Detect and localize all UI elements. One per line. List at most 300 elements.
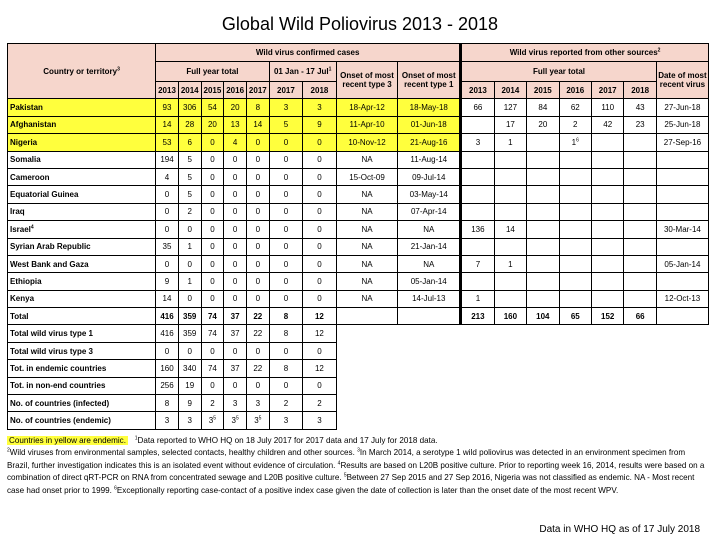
other-source-cell [527, 151, 559, 168]
table-row [8, 151, 709, 168]
case-cell: 9 [303, 116, 337, 133]
footnote-ref: 5 [258, 415, 262, 422]
summary-value: 0 [317, 346, 322, 356]
case-cell: 0 [224, 151, 247, 168]
summary-value: 0 [283, 381, 289, 391]
case-cell: NA [398, 255, 461, 272]
summary-value: 12 [314, 329, 324, 339]
case-cell: 0 [224, 273, 247, 290]
footnote-3: In March 2014, a serotype 1 wild poliovirus was detected in an environment specimen from Brazil, further investigation indicates this is an isolated event without evidence of circulation. [7, 448, 686, 470]
summary-value: 0 [255, 346, 261, 356]
case-cell: 0 [303, 238, 337, 255]
summary-value: 8 [283, 329, 289, 339]
other-source-cell [461, 168, 495, 185]
total-cell: 74 [201, 308, 224, 325]
country-name [8, 290, 156, 307]
case-cell: 0 [224, 255, 247, 272]
table-row [8, 255, 709, 272]
summary-value: 3 [208, 416, 214, 426]
table-row [8, 99, 709, 116]
other-source-cell [624, 238, 656, 255]
country-name [8, 134, 156, 151]
other-source-cell [527, 255, 559, 272]
case-cell: 14-Jul-13 [398, 290, 461, 307]
country-label: Afghanistan [10, 120, 57, 130]
case-cell: 0 [303, 168, 337, 185]
summary-cell [178, 360, 201, 377]
other-source-cell [624, 273, 656, 290]
other-source-cell [591, 116, 623, 133]
case-cell: 35 [156, 238, 179, 255]
table-row [8, 273, 709, 290]
case-cell: 14 [246, 116, 269, 133]
onset-type3-header: Onset of most recent type 3 [336, 62, 398, 99]
year-header-other: 2017 [591, 82, 623, 99]
case-cell: 4 [156, 168, 179, 185]
case-cell: 0 [246, 203, 269, 220]
case-cell: 0 [269, 186, 303, 203]
case-cell: NA [336, 203, 398, 220]
footnote-1: Data reported to WHO HQ on 18 July 2017 for 2017 data and 17 July for 2018 data. [137, 436, 438, 445]
other-source-cell [591, 221, 623, 238]
other-source-value: 136 [471, 224, 485, 234]
summary-cell [269, 395, 303, 412]
other-source-value: 1 [571, 137, 577, 147]
total-other-cell: 152 [591, 308, 623, 325]
other-source-cell [656, 116, 708, 133]
summary-cell [178, 377, 201, 394]
other-source-cell [591, 151, 623, 168]
other-source-cell [656, 238, 708, 255]
polio-table [7, 43, 709, 430]
total-cell: 12 [303, 308, 337, 325]
summary-cell [224, 325, 247, 342]
other-source-cell [494, 151, 526, 168]
summary-label: Tot. in endemic countries [8, 360, 156, 377]
footnote-2: Wild viruses from environmental samples, selected contacts, healthy children and other sources. [9, 448, 355, 458]
case-cell: 0 [269, 273, 303, 290]
case-cell: 6 [178, 134, 201, 151]
endemic-legend: Countries in yellow are endemic. [9, 436, 126, 445]
case-cell: 0 [156, 203, 179, 220]
blank-area [336, 325, 708, 342]
case-cell: 20 [224, 99, 247, 116]
case-cell: 0 [303, 273, 337, 290]
empty-cell [398, 308, 461, 325]
footnote-ref: 4 [30, 224, 34, 231]
summary-cell [224, 377, 247, 394]
case-cell: 2 [178, 203, 201, 220]
case-cell: 0 [224, 186, 247, 203]
other-source-value: 05-Jan-14 [664, 259, 701, 269]
summary-label: No. of countries (infected) [8, 395, 156, 412]
case-cell: 0 [224, 238, 247, 255]
country-name [8, 221, 156, 238]
other-source-value: 110 [601, 103, 615, 113]
other-source-cell [656, 134, 708, 151]
other-source-value: 30-Mar-14 [663, 224, 701, 234]
table-row [8, 221, 709, 238]
summary-value: 2 [210, 398, 215, 408]
summary-cell [246, 325, 269, 342]
other-source-value: 84 [538, 103, 548, 113]
case-cell: 194 [156, 151, 179, 168]
case-cell: 0 [246, 134, 269, 151]
case-cell: 0 [201, 168, 224, 185]
country-name [8, 116, 156, 133]
case-cell: 0 [156, 255, 179, 272]
case-cell: 0 [303, 151, 337, 168]
other-source-cell [494, 99, 526, 116]
other-source-cell [591, 238, 623, 255]
country-label: Cameroon [10, 172, 50, 182]
case-cell: 0 [269, 255, 303, 272]
other-source-value: 14 [505, 224, 515, 234]
country-name [8, 238, 156, 255]
other-source-cell [461, 238, 495, 255]
case-cell: 0 [246, 221, 269, 238]
summary-label: Tot. in non-end countries [8, 377, 156, 394]
case-cell: 0 [201, 134, 224, 151]
confirmed-header: Wild virus confirmed cases [156, 44, 461, 62]
blank-area [336, 395, 708, 412]
summary-value: 9 [187, 398, 192, 408]
summary-cell [269, 412, 303, 429]
other-source-cell [559, 151, 591, 168]
case-cell: 5 [269, 116, 303, 133]
summary-row [8, 342, 709, 359]
table-row [8, 203, 709, 220]
summary-cell [269, 325, 303, 342]
case-cell: NA [336, 221, 398, 238]
case-cell: 18-May-18 [398, 99, 461, 116]
country-label: Ethiopia [10, 276, 42, 286]
other-source-cell [656, 290, 708, 307]
summary-value: 0 [232, 346, 238, 356]
case-cell: NA [336, 151, 398, 168]
country-name [8, 186, 156, 203]
summary-value: 19 [185, 381, 195, 391]
other-source-cell [591, 99, 623, 116]
other-source-cell [656, 99, 708, 116]
case-cell: 3 [303, 99, 337, 116]
summary-value: 0 [283, 346, 289, 356]
year-header-other: 2018 [624, 82, 656, 99]
col-country-header: Country or territory$^3$ [8, 44, 156, 99]
case-cell: 306 [178, 99, 201, 116]
case-cell: 21-Aug-16 [398, 134, 461, 151]
total-cell: 37 [224, 308, 247, 325]
other-source-cell [624, 116, 656, 133]
summary-value: 8 [164, 398, 170, 408]
summary-cell [156, 395, 179, 412]
case-cell: 0 [201, 151, 224, 168]
summary-cell [178, 412, 201, 429]
year-header: 2014 [178, 82, 201, 99]
other-source-cell [461, 99, 495, 116]
other-source-cell [559, 273, 591, 290]
summary-row [8, 395, 709, 412]
summary-value: 2 [283, 398, 289, 408]
summary-value: 2 [317, 398, 322, 408]
other-source-value: 27-Sep-16 [663, 137, 702, 147]
total-cell: 359 [178, 308, 201, 325]
summary-value: 3 [187, 416, 192, 426]
summary-cell [201, 412, 224, 429]
other-source-value: 1 [508, 259, 513, 269]
summary-value: 0 [232, 381, 238, 391]
other-source-cell [527, 168, 559, 185]
other-source-cell [591, 255, 623, 272]
other-source-cell [624, 186, 656, 203]
summary-value: 74 [207, 329, 217, 339]
summary-label: Total wild virus type 3 [8, 342, 156, 359]
summary-cell [178, 325, 201, 342]
other-source-value: 2 [573, 120, 578, 130]
footnote-5: Between 27 Sep 2015 and 27 Sep 2016, Nigeria was not classified as endemic. NA - Most recent case had onset prior to 1999. [7, 473, 695, 495]
summary-value: 3 [232, 398, 238, 408]
blank-area [336, 342, 708, 359]
summary-value: 0 [210, 381, 215, 391]
case-cell: 28 [178, 116, 201, 133]
empty-cell [336, 308, 398, 325]
other-source-value: 7 [475, 259, 481, 269]
summary-cell [269, 360, 303, 377]
year-header: 2017 [269, 82, 303, 99]
summary-value: 0 [255, 381, 261, 391]
year-header-other: 2015 [527, 82, 559, 99]
country-name [8, 203, 156, 220]
case-cell: 0 [303, 203, 337, 220]
other-source-cell [527, 203, 559, 220]
case-cell: 11-Apr-10 [336, 116, 398, 133]
country-label: Iraq [10, 207, 25, 217]
summary-value: 3 [283, 416, 289, 426]
case-cell: 0 [269, 203, 303, 220]
other-source-cell [527, 238, 559, 255]
case-cell: 21-Jan-14 [398, 238, 461, 255]
case-cell: 07-Apr-14 [398, 203, 461, 220]
case-cell: 0 [246, 168, 269, 185]
summary-value: 3 [317, 416, 322, 426]
summary-cell [246, 360, 269, 377]
other-source-cell [461, 116, 495, 133]
case-cell: 0 [246, 255, 269, 272]
summary-cell [246, 377, 269, 394]
other-source-cell [559, 186, 591, 203]
other-source-cell [624, 99, 656, 116]
case-cell: 15-Oct-09 [336, 168, 398, 185]
case-cell: 20 [201, 116, 224, 133]
case-cell: 0 [269, 151, 303, 168]
onset-type1-header: Onset of most recent type 1 [398, 62, 461, 99]
page-title: Global Wild Poliovirus 2013 - 2018 [221, 14, 499, 34]
data-source: Data in WHO HQ as of 17 July 2018 [539, 524, 700, 535]
table-row [8, 290, 709, 307]
case-cell: 93 [156, 99, 179, 116]
country-label: Somalia [10, 155, 41, 165]
case-cell: 0 [303, 134, 337, 151]
case-cell: 0 [246, 186, 269, 203]
other-source-value: 12-Oct-13 [664, 294, 701, 304]
summary-cell [224, 360, 247, 377]
other-source-cell [591, 186, 623, 203]
summary-value: 37 [230, 363, 240, 373]
summary-label: Total wild virus type 1 [8, 325, 156, 342]
year-header: 2013 [156, 82, 179, 99]
case-cell: 4 [224, 134, 247, 151]
summary-row [8, 412, 709, 429]
case-cell: 0 [303, 221, 337, 238]
date-recent-header: Date of most recent virus [656, 62, 708, 99]
blank-area [336, 412, 708, 429]
other-source-cell [461, 290, 495, 307]
other-source-value: 3 [475, 137, 481, 147]
summary-cell [303, 412, 337, 429]
empty-cell [656, 308, 708, 325]
country-label: Equatorial Guinea [10, 190, 79, 200]
case-cell: 0 [246, 238, 269, 255]
summary-cell [269, 377, 303, 394]
summary-value: 0 [164, 346, 170, 356]
country-name [8, 151, 156, 168]
country-name [8, 99, 156, 116]
summary-value: 3 [254, 416, 259, 426]
case-cell: 0 [269, 134, 303, 151]
case-cell: 9 [156, 273, 179, 290]
total-other-cell: 213 [461, 308, 495, 325]
other-source-cell [494, 273, 526, 290]
case-cell: 0 [201, 186, 224, 203]
case-cell: NA [398, 221, 461, 238]
other-source-value: 42 [603, 120, 613, 130]
full-year-other-header: Full year total [461, 62, 657, 82]
other-source-cell [591, 290, 623, 307]
other-source-cell [527, 290, 559, 307]
summary-value: 12 [314, 363, 324, 373]
case-cell: 3 [269, 99, 303, 116]
summary-cell [303, 395, 337, 412]
summary-cell [303, 325, 337, 342]
year-header-other: 2016 [559, 82, 591, 99]
case-cell: 0 [246, 290, 269, 307]
other-source-cell [624, 151, 656, 168]
other-source-cell [559, 238, 591, 255]
summary-cell [224, 395, 247, 412]
table-row [8, 134, 709, 151]
footnote-ref: 5 [235, 415, 239, 422]
other-source-cell [559, 168, 591, 185]
other-source-value: 27-Jun-18 [664, 103, 701, 113]
summary-value: 22 [253, 363, 263, 373]
case-cell: 0 [156, 221, 179, 238]
summary-value: 3 [231, 416, 236, 426]
other-source-value: 43 [635, 103, 645, 113]
other-source-cell [624, 290, 656, 307]
summary-value: 3 [255, 398, 261, 408]
case-cell: 0 [201, 221, 224, 238]
other-source-value: 1 [475, 294, 481, 304]
table-row [8, 168, 709, 185]
case-cell: 0 [303, 186, 337, 203]
summary-cell [269, 342, 303, 359]
case-cell: NA [336, 186, 398, 203]
other-source-cell [494, 203, 526, 220]
other-source-cell [527, 116, 559, 133]
summary-cell [178, 395, 201, 412]
other-source-cell [461, 186, 495, 203]
summary-cell [201, 360, 224, 377]
country-label: Kenya [10, 294, 35, 304]
other-source-value: 25-Jun-18 [664, 120, 701, 130]
other-source-value: 23 [635, 120, 645, 130]
case-cell: 0 [201, 238, 224, 255]
other-source-cell [559, 99, 591, 116]
total-cell: 8 [269, 308, 303, 325]
other-source-cell [591, 203, 623, 220]
case-cell: 03-May-14 [398, 186, 461, 203]
other-source-cell [461, 221, 495, 238]
other-source-value: 20 [538, 120, 548, 130]
other-source-cell [461, 203, 495, 220]
other-source-cell [656, 186, 708, 203]
case-cell: NA [336, 273, 398, 290]
summary-value: 8 [283, 363, 289, 373]
case-cell: 0 [303, 255, 337, 272]
other-source-cell [656, 203, 708, 220]
summary-cell [156, 360, 179, 377]
summary-cell [156, 377, 179, 394]
other-source-cell [494, 290, 526, 307]
other-source-cell [656, 151, 708, 168]
case-cell: 0 [201, 273, 224, 290]
total-other-cell: 160 [494, 308, 526, 325]
total-other-cell: 104 [527, 308, 559, 325]
year-header: 2017 [246, 82, 269, 99]
case-cell: 0 [224, 203, 247, 220]
case-cell: 8 [246, 99, 269, 116]
summary-value: 0 [187, 346, 192, 356]
other-source-cell [494, 134, 526, 151]
summary-cell [201, 325, 224, 342]
case-cell: 1 [178, 238, 201, 255]
case-cell: 5 [178, 168, 201, 185]
summary-cell [303, 377, 337, 394]
other-source-cell [559, 116, 591, 133]
summary-value: 340 [183, 363, 197, 373]
summary-value: 22 [253, 329, 263, 339]
other-source-cell [624, 134, 656, 151]
other-sources-header: Wild virus reported from other sources$^2$ [461, 44, 709, 62]
summary-value: 160 [160, 363, 174, 373]
other-source-cell [656, 273, 708, 290]
country-name [8, 255, 156, 272]
country-label: Israel [10, 224, 31, 234]
other-source-cell [461, 273, 495, 290]
other-source-cell [494, 116, 526, 133]
total-cell: 416 [156, 308, 179, 325]
case-cell: 01-Jun-18 [398, 116, 461, 133]
total-other-cell: 65 [559, 308, 591, 325]
other-source-cell [527, 99, 559, 116]
year-header: 2018 [303, 82, 337, 99]
case-cell: 0 [156, 186, 179, 203]
case-cell: 1 [178, 273, 201, 290]
other-source-cell [656, 168, 708, 185]
case-cell: 0 [269, 168, 303, 185]
summary-cell [303, 360, 337, 377]
total-other-cell: 66 [624, 308, 656, 325]
